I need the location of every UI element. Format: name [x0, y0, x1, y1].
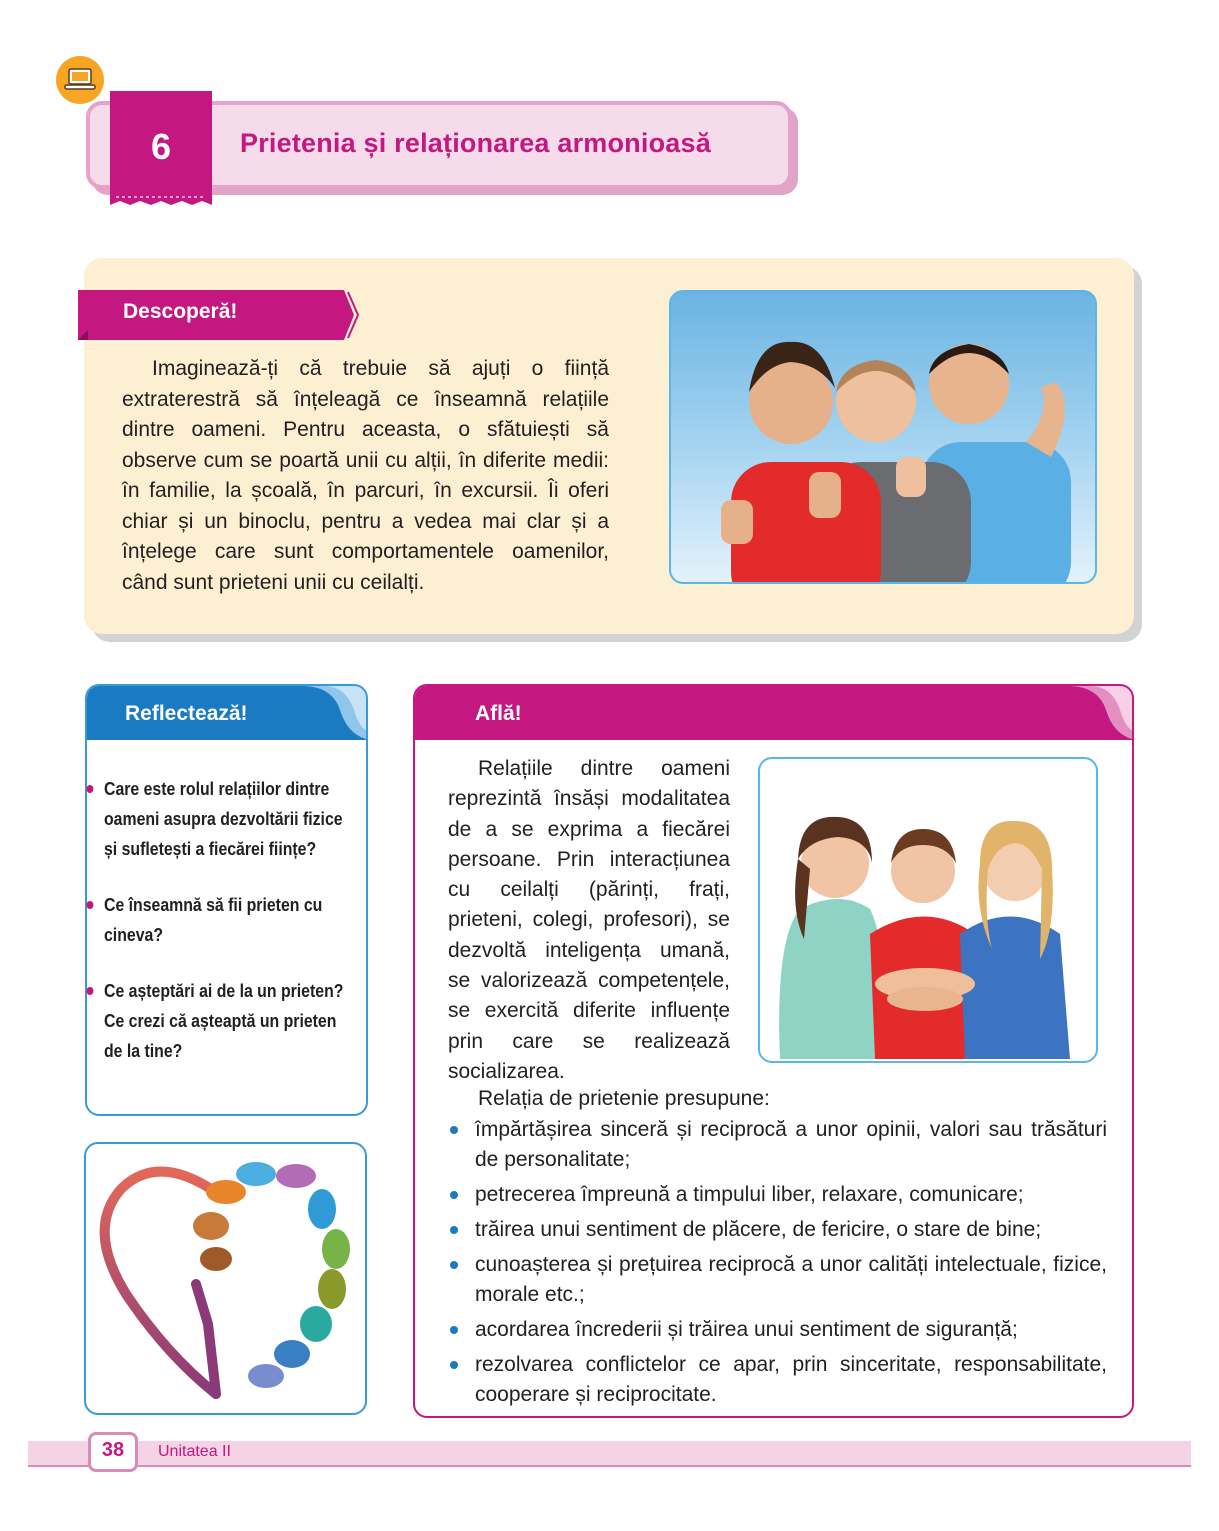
list-item: cunoașterea și prețuirea reciprocă a unor calități intelectuale, fizice, morale etc.;: [475, 1250, 1107, 1310]
learn-paragraph: Relațiile dintre oameni reprezintă însăși modalitatea de a se exprima a fiecărei persoane. Prin interacțiunea cu ceilalți (părinți, frați, prieteni, colegi, profesori), se dezvoltă inteligența umană, se valorizează competențele, se exercită diferite influențe prin care se realizează socializarea.: [448, 757, 730, 1083]
list-item: împărtășirea sinceră și reciprocă a unor opinii, valori sau trăsături de personalitate;: [475, 1115, 1107, 1175]
learn-intro: Relația de prietenie presupune:: [478, 1087, 770, 1110]
list-item: Ce înseamnă să fii prieten cu cineva?: [104, 890, 350, 950]
friendship-list: [475, 1115, 1107, 1415]
list-item: Ce așteptări ai de la un prieten? Ce crezi că așteaptă un prieten de la tine?: [104, 976, 350, 1066]
photo-three-children-hands: [758, 757, 1098, 1063]
reflect-label: Reflectează!: [125, 702, 248, 725]
footer-line: [28, 1465, 1191, 1467]
discover-label: Descoperă!: [123, 300, 238, 323]
list-item: Care este rolul relațiilor dintre oameni asupra dezvoltării fizice și sufletești a fiecărei ființe?: [104, 774, 350, 864]
list-item: trăirea unui sentiment de plăcere, de fericire, o stare de bine;: [475, 1215, 1107, 1245]
learn-header: [415, 686, 1134, 740]
photo-three-boys-thumbs-up: [669, 290, 1097, 584]
heart-of-hands-illustration: [84, 1142, 367, 1415]
lesson-title: Prietenia și relaționarea armonioasă: [240, 128, 711, 158]
discover-text: Imaginează-ți că trebuie să ajuți o ființă extraterestră să înțeleagă ce înseamnă relațiile dintre oameni. Pentru aceasta, o sfătuiești să observe cum se poartă unii cu alții, în diferite medii: în familie, la școală, în parcuri, în excursii. Îi oferi chiar și un binoclu, pentru a vedea mai clar și a înțelege care sunt comportamentele oamenilor, când sunt prieteni unii cu ceilalți.: [122, 357, 609, 594]
list-item: petrecerea împreună a timpului liber, relaxare, comunicare;: [475, 1180, 1107, 1210]
unit-label: Unitatea II: [158, 1443, 231, 1460]
list-item: acordarea încrederii și trăirea unui sentiment de siguranță;: [475, 1315, 1107, 1345]
computer-icon: [56, 56, 104, 104]
reflect-questions: [104, 774, 354, 1092]
learn-header-curl: [1068, 686, 1134, 740]
reflect-header-curl: [302, 686, 368, 740]
list-item: rezolvarea conflictelor ce apar, prin sinceritate, responsabilitate, cooperare și reciprocitate.: [475, 1350, 1107, 1410]
lesson-number: 6: [150, 126, 172, 167]
learn-label: Află!: [475, 702, 522, 725]
page-number: 38: [101, 1439, 125, 1461]
